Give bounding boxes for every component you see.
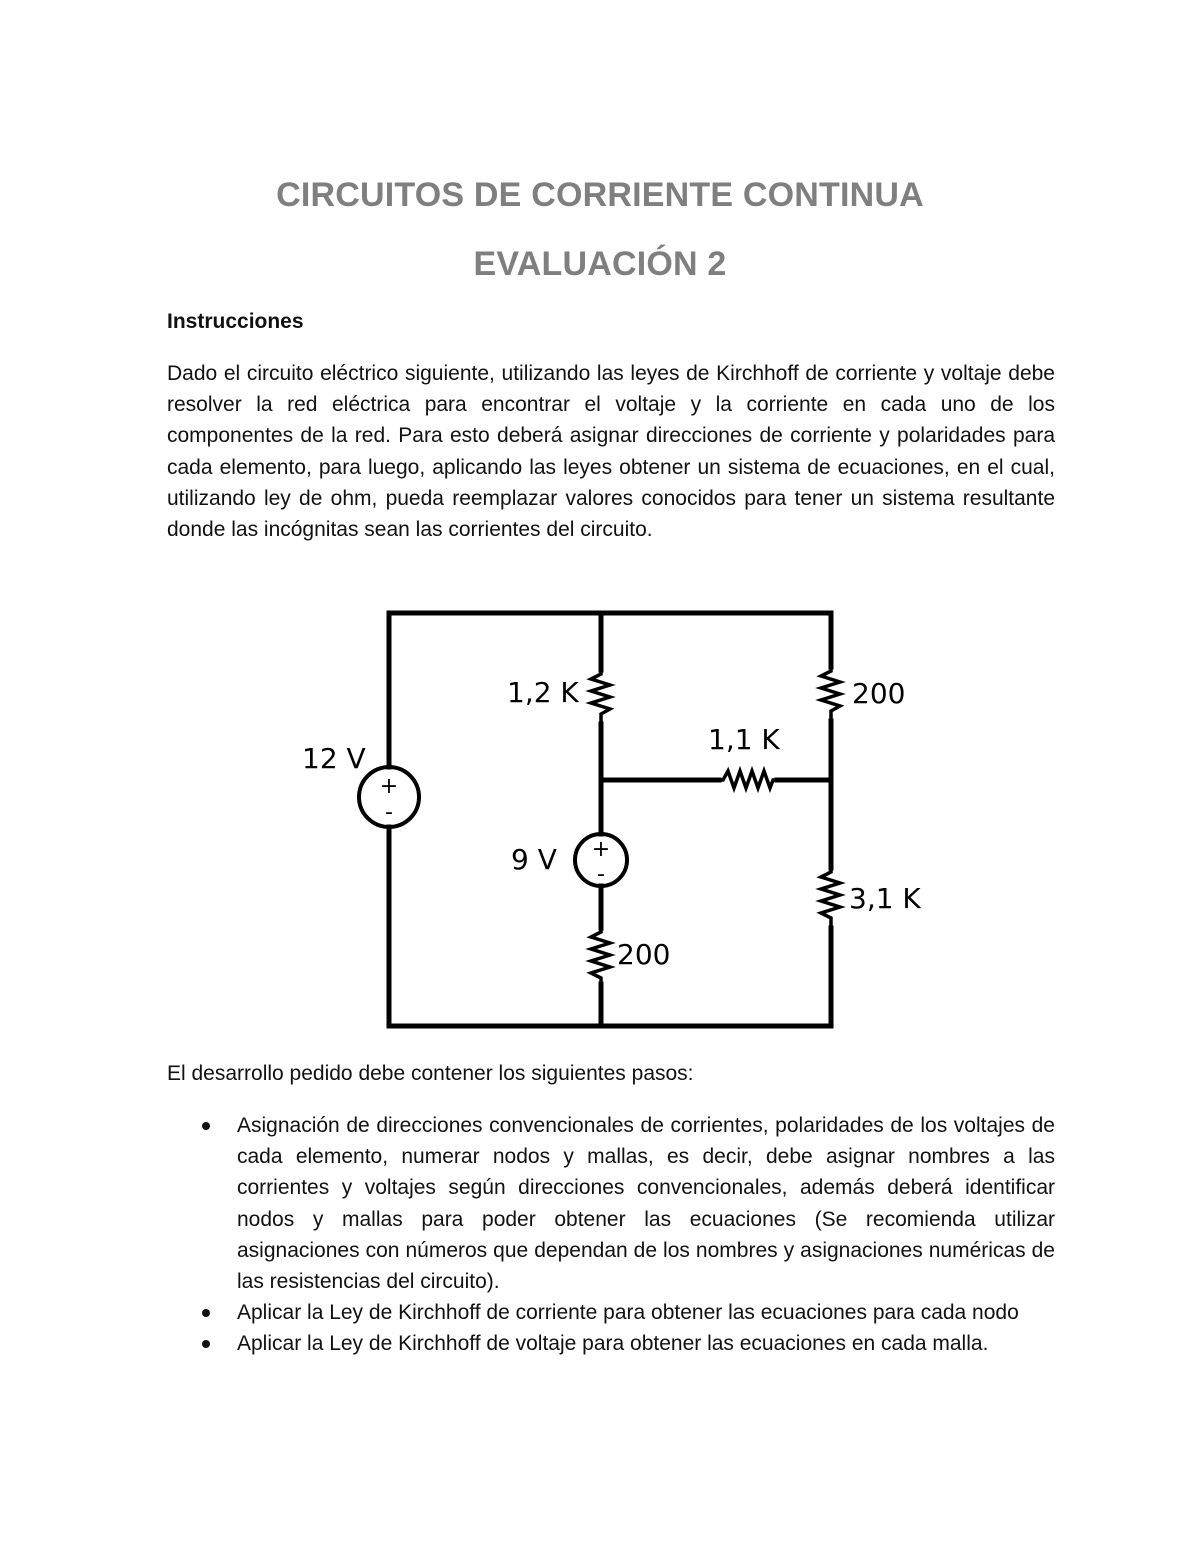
step-text: Aplicar la Ley de Kirchhoff de corriente para obtener las ecuaciones para cada nodo (237, 1301, 1019, 1325)
steps-intro: El desarrollo pedido debe contener los siguientes pasos: (167, 1062, 694, 1085)
list-item (167, 1297, 1055, 1328)
circuit-diagram (290, 600, 930, 1040)
resistor-bottom-middle-label: 200 (617, 938, 671, 971)
steps-list (167, 1110, 1055, 1360)
bullet-icon (202, 1309, 210, 1317)
bullet-icon (202, 1340, 210, 1348)
section-heading: Instrucciones (167, 310, 304, 333)
resistor-top-right-label: 200 (852, 677, 906, 710)
resistor-horizontal-label: 1,1 K (708, 723, 780, 756)
source-left-minus: - (385, 800, 393, 825)
resistor-top-right (821, 667, 840, 721)
step-text: Aplicar la Ley de Kirchhoff de voltaje para obtener las ecuaciones en cada malla. (237, 1332, 989, 1356)
instructions-paragraph: Dado el circuito eléctrico siguiente, utilizando las leyes de Kirchhoff de corriente y voltaje debe resolver la red eléctrica para encontrar el voltaje y la corriente en cada uno de los componentes de la red. Para esto deberá asignar direcciones de corriente y polaridades para cada elemento, para luego, aplicando las leyes obtener un sistema de ecuaciones, en el cual, utilizando ley de ohm, pueda reemplazar valores conocidos para tener un sistema resultante donde las incógnitas sean las corrientes del circuito. (167, 362, 1055, 542)
document-subtitle: EVALUACIÓN 2 (473, 245, 727, 283)
resistor-top-middle-label: 1,2 K (507, 676, 579, 709)
source-left-label: 12 V (302, 742, 366, 775)
source-middle-label: 9 V (511, 843, 557, 876)
bullet-icon (202, 1122, 210, 1130)
resistor-top-middle (591, 670, 610, 724)
list-item (167, 1328, 1055, 1359)
resistor-bottom-right-label: 3,1 K (849, 882, 921, 915)
source-middle-plus: + (591, 837, 611, 862)
list-item (167, 1110, 1055, 1297)
source-left-plus: + (379, 774, 399, 799)
step-text: Asignación de direcciones convencionales de corrientes, polaridades de los voltajes de cada elemento, numerar nodos y mallas, es decir, debe asignar nombres a las corrientes y voltajes según direcciones convencionales, además deberá identificar nodos y mallas para poder obtener las ecuaciones (Se recomienda utilizar asignaciones con números que dependan de los nombres y asignaciones numéricas de las resistencias del circuito). (237, 1114, 1055, 1294)
resistor-bottom-right (821, 868, 840, 928)
resistor-horizontal (719, 771, 777, 788)
document-title: CIRCUITOS DE CORRIENTE CONTINUA (276, 176, 924, 214)
source-middle-minus: - (597, 862, 605, 887)
resistor-bottom-middle (591, 928, 610, 984)
